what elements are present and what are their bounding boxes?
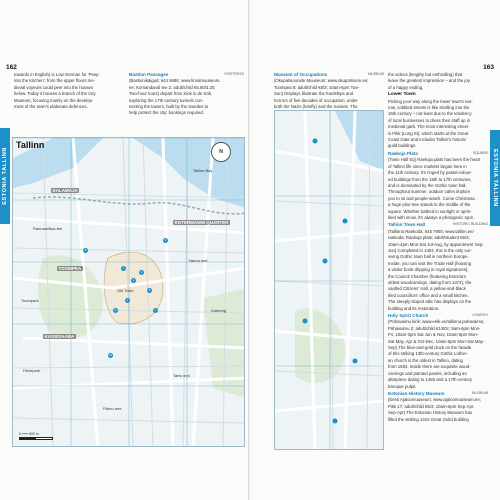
- map-scale: 0 ━━━ 500 m: [19, 432, 53, 440]
- map-marker[interactable]: 1: [122, 266, 125, 270]
- map-label-toompark: Toompark: [21, 298, 39, 303]
- map-label-parnu: Pärnu mnt: [103, 406, 122, 411]
- map-marker[interactable]: 7: [154, 308, 157, 312]
- map-marker[interactable]: 8: [84, 248, 87, 252]
- map-title: Tallinn: [16, 140, 45, 150]
- history-museum-title: Estonian History Museum: [388, 390, 445, 396]
- right-page: [250, 0, 500, 500]
- district-rotermanni: ROTERMANNI QUARTER: [174, 220, 229, 225]
- district-kalamaja: KALAMAJA: [52, 188, 78, 193]
- map-marker[interactable]: 5: [148, 288, 151, 292]
- town-hall-title: Tallinn Town Hall: [388, 222, 426, 228]
- map-label-kadriorg: Kadriorg: [211, 308, 227, 313]
- bastion-title: Bastion Passages: [129, 72, 169, 77]
- inset-map[interactable]: [274, 110, 384, 450]
- tallinn-map[interactable]: [12, 137, 245, 447]
- side-tab-left[interactable]: ESTONIA TALLINN: [0, 128, 10, 224]
- map-marker[interactable]: 6: [114, 308, 117, 312]
- occupations-title: Museum of Occupations: [274, 72, 328, 77]
- district-toompea: TOOMPEA: [58, 266, 82, 271]
- map-marker[interactable]: 9: [164, 238, 167, 242]
- map-marker[interactable]: 10: [108, 353, 113, 357]
- holy-spirit-title: Holy Spirit Church: [388, 313, 429, 319]
- map-label-old-town: Old Town: [117, 288, 134, 293]
- page-number-right: 163: [483, 64, 494, 71]
- map-label-rannamoisa: Rannamõisa tee: [33, 226, 63, 231]
- page-number-left: 162: [6, 64, 17, 71]
- compass-icon: N: [211, 142, 231, 162]
- district-kassisaaba: KASSISAABA: [44, 334, 75, 339]
- map-label-hirvepark: Hirvepark: [23, 368, 41, 373]
- bastion-tag: FORTRESS: [224, 72, 244, 76]
- left-col1-text: towards in English) is Low German for 'Peep into the Kitchen'; from the upper floors me- dieval voyeurs could peer into the houses below. Today it houses a branch of the City Museum, focusing mainly on the develop- ment of the town's elaborate defences.: [14, 72, 99, 110]
- map-marker[interactable]: 3: [140, 270, 143, 274]
- map-label-tallinn-bay: Tallinn Bay: [193, 168, 213, 173]
- map-marker[interactable]: 2: [132, 278, 135, 282]
- side-tab-right[interactable]: ESTONIA TALLINN: [490, 130, 500, 226]
- bastion-passages-entry: FORTRESS Bastion Passages (Bastionikäigud; 644 6686; www.linnamuuseum. ee; Komandandi tee 2; adult/child €5.80/3.20; Two-hour tours) depart from Kiek in de Kök, exploring the 17th-century tunnels con- necting the towers, built by the Swedes to help protect the city; bookings required.: [129, 72, 244, 116]
- inset-map-graphic: [275, 111, 384, 450]
- raekoja-title: Raekoja Plats: [388, 150, 418, 156]
- map-label-tartu: Tartu mnt: [173, 373, 190, 378]
- right-col1: MUSEUM Museum of Occupations (Okupatsioonide Muuseum; www.okupatsioon.ee; Toompea 8; adult/child €8/3; 10am-6pm Tue- Sun) Displays illustrate the hardships and horrors of five decades of occupation, under both the Nazis (briefly) and the Soviets. The: [274, 72, 384, 110]
- map-marker[interactable]: 4: [126, 298, 129, 302]
- map-label-narva: Narva mnt: [189, 258, 208, 263]
- lower-town-heading: Lower Town: [388, 92, 416, 98]
- right-col2: the videos (lengthy but enthralling) that leave the greatest impression – and the joy of a happy ending. Lower Town Picking your way along the lower town's nar- row, cobbled streets is like strolling into the 15th century – not least due to the tendency of local businesses to dress their staff up in medieval garb. The most interesting street is Pikk (Long St), which starts at the Great Coast Gate and includes Tallinn's historic guild buildings. SQUARE Raekoja Plats (Town Hall Sq) Raekoja plats has been the heart of Tallinn life since markets began here in the 11th century. It's ringed by pastel-colour- ed buildings from the 15th to 17th centuries, and is dominated by the Gothic town hall. Throughout summer, outdoor cafes implore you to sit and people-watch. Come Christmas, a huge pine tree stands in the middle of the square. Whether bathed in sunlight or sprin- kled with snow, it's always a photogenic spot. HISTORIC BUILDING Tallinn Town Hall (Tallinna Raekoda; 645 7900; www.tallinn.ee/ raekoda; Raekoja plats; adult/student €5/2; 10am-4pm Mon-Sat Jul-Aug, by appointment Sep- Jun) Completed in 1404, this is the only sur- viving Gothic town hall in northern Europe. Inside, you can visit the Trade Hall (housing a visitor book dripping in royal signatures), the Council Chamber (featuring Estonia's oldest woodcarvings, dating from 1374), the vaulted Citizens' Hall, a yellow-and-black tiled councillors' office and a small kitchen. The steeply sloped attic has displays on the building and its restoration. CHURCH Holy Spirit Church (Pühavaimu kirik; www.eelk.ee/tallinna.puhavaimu; Pühavaimu 2; adult/child €1/50c; 9am-6pm Mon- Fri, 10am-3pm Sat Jun & Nov, 10am-5pm Mon- Sat May, Apr & Oct-Dec, 10am-5pm Mon-Sat May- Sep) The blue-and-gold clock on the facade of this striking 13th-century Gothic Luther- an church is the oldest in Tallinn, dating from 1684. Inside there are exquisite wood- carvings and painted panels, including an altarpiece dating to 1483 and a 17th-century baroque pulpit. MUSEUM Estonian History Museum (Eesti Ajaloomuuseum; www.ajaloomuuseum.ee; Pikk 17; adult/child €5/3; 10am-6pm Sep-Apr, Sep-Apr) The Estonian History Museum has filled the striking 1410 Great Guild building: [388, 72, 488, 422]
